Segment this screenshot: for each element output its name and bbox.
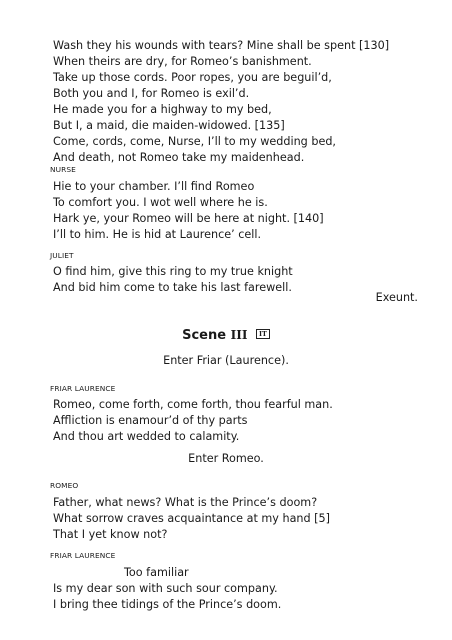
speaker-name: NURSE — [50, 165, 76, 174]
stage-direction: Enter Romeo. — [188, 452, 264, 465]
stage-direction: Enter Friar (Laurence). — [163, 354, 289, 367]
verse-line: Take up those cords. Poor ropes, you are beguil’d, — [53, 71, 332, 84]
verse-line: Father, what news? What is the Prince’s doom? — [53, 496, 318, 509]
scene-word: Scene — [182, 328, 227, 343]
scene-heading — [0, 327, 452, 344]
verse-line: Is my dear son with such sour company. — [53, 582, 278, 595]
verse-line: What sorrow craves acquaintance at my hand [5] — [53, 512, 331, 525]
speaker-name: ROMEO — [50, 481, 79, 490]
verse-line: But I, a maid, die maiden-widowed. [135] — [53, 119, 285, 132]
verse-line: I bring thee tidings of the Prince’s doom. — [53, 598, 282, 611]
verse-line: And death, not Romeo take my maidenhead. — [53, 151, 305, 164]
verse-line: To comfort you. I wot well where he is. — [53, 196, 268, 209]
verse-line: When theirs are dry, for Romeo’s banishment. — [53, 55, 312, 68]
verse-line: O find him, give this ring to my true knight — [53, 265, 293, 278]
speaker-name: JULIET — [50, 251, 74, 260]
verse-line: Come, cords, come, Nurse, I’ll to my wedding bed, — [53, 135, 336, 148]
verse-line: Too familiar — [124, 566, 189, 579]
speaker-name: FRIAR LAURENCE — [50, 384, 116, 393]
scene-numeral: III — [230, 328, 248, 342]
verse-line: He made you for a highway to my bed, — [53, 103, 272, 116]
verse-line: That I yet know not? — [53, 528, 168, 541]
stage-direction-exeunt: Exeunt. — [375, 291, 418, 304]
scene-badge[interactable]: IT — [256, 329, 270, 339]
verse-line: Wash they his wounds with tears? Mine shall be spent [130] — [53, 39, 390, 52]
verse-line: I’ll to him. He is hid at Laurence’ cell. — [53, 228, 262, 241]
verse-line: Both you and I, for Romeo is exil’d. — [53, 87, 250, 100]
speaker-name: FRIAR LAURENCE — [50, 551, 116, 560]
verse-line: Hark ye, your Romeo will be here at night. [140] — [53, 212, 324, 225]
verse-line: And thou art wedded to calamity. — [53, 430, 240, 443]
verse-line: Hie to your chamber. I’ll find Romeo — [53, 180, 255, 193]
verse-line: Romeo, come forth, come forth, thou fearful man. — [53, 398, 333, 411]
verse-line: Affliction is enamour’d of thy parts — [53, 414, 248, 427]
verse-line: And bid him come to take his last farewell. — [53, 281, 292, 294]
